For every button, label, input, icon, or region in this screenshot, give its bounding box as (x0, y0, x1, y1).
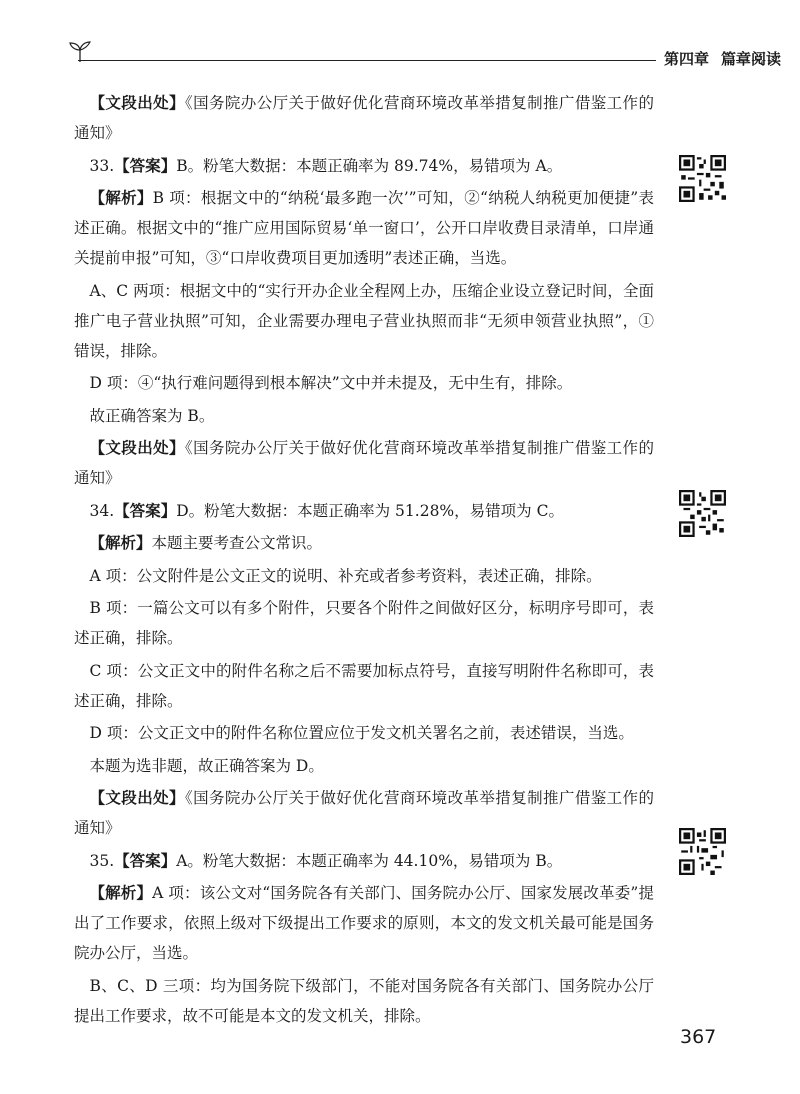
section-tag: 答案 (129, 156, 161, 175)
question-number: 35. (89, 851, 115, 870)
question-number: 34. (89, 501, 115, 520)
paragraph (74, 183, 654, 273)
paragraph (74, 528, 654, 558)
paragraph-text: B 项：根据文中的“纳税‘最多跑一次’”可知，②“纳税人纳税更加便捷”表述正确。根据文中的“推广应用国际贸易‘单一窗口’，公开口岸收费目录清单，口岸通关提前申报”可知，③“口岸收费项目更加透明”表述正确，当选。 (74, 189, 654, 267)
section-tag: 文段出处 (105, 439, 170, 457)
paragraph (74, 971, 654, 1031)
paragraph-text: D 项：④“执行难问题得到根本解决”文中并未提及，无中生有，排除。 (89, 374, 573, 392)
page-number: 367 (680, 1026, 717, 1048)
bracket-left: 【 (114, 501, 130, 520)
bracket-right: 】 (160, 156, 177, 175)
paragraph (74, 718, 654, 748)
paragraph (74, 496, 654, 526)
bracket-left: 【 (89, 884, 106, 902)
bracket-right: 】 (160, 851, 177, 870)
paragraph (74, 656, 654, 716)
paragraph-text: D 项：公文正文中的附件名称位置应位于发文机关署名之前，表述错误，当选。 (89, 724, 634, 742)
bracket-left: 【 (89, 94, 106, 112)
section-tag: 答案 (129, 851, 161, 870)
paragraph-text: 本题为选非题，故正确答案为 D。 (89, 756, 324, 775)
running-header (68, 40, 788, 70)
paragraph-text: A 项：公文附件是公文正文的说明、补充或者参考资料，表述正确，排除。 (89, 566, 602, 585)
bracket-left: 【 (89, 439, 106, 457)
bracket-left: 【 (89, 789, 106, 807)
paragraph-text: A。粉笔大数据：本题正确率为 44.10%，易错项为 B。 (176, 851, 563, 870)
paragraph-text: B 项：一篇公文可以有多个附件，只要各个附件之间做好区分，标明序号即可，表述正确，排除。 (74, 599, 654, 647)
page-body (74, 88, 654, 1033)
bracket-right: 】 (136, 884, 153, 902)
section-tag: 文段出处 (105, 94, 170, 112)
chapter-title (664, 48, 781, 69)
paragraph-text: B、C、D 三项：均为国务院下级部门，不能对国务院各有关部门、国务院办公厅提出工作要求，故不可能是本文的发文机关，排除。 (74, 976, 654, 1025)
bracket-left: 【 (89, 534, 106, 552)
paragraph-text: 《国务院办公厅关于做好优化营商环境改革举措复制推广借鉴工作的通知》 (74, 439, 654, 487)
bracket-left: 【 (114, 156, 130, 175)
chapter-label: 第四章 (664, 50, 710, 68)
bracket-right: 】 (169, 94, 185, 112)
paragraph-text: D。粉笔大数据：本题正确率为 51.28%，易错项为 C。 (176, 501, 564, 520)
paragraph (74, 401, 654, 431)
qr-code-33[interactable] (679, 155, 726, 202)
bracket-right: 】 (136, 534, 152, 552)
bracket-left: 【 (89, 189, 106, 207)
bracket-right: 】 (169, 789, 185, 807)
bracket-left: 【 (114, 851, 130, 870)
paragraph (74, 433, 654, 493)
section-label: 篇章阅读 (721, 50, 782, 68)
qr-code-34[interactable] (679, 490, 726, 537)
paragraph-text: 故正确答案为 B。 (89, 406, 215, 425)
paragraph (74, 151, 654, 181)
header-rule (78, 60, 656, 61)
section-tag: 解析 (105, 884, 137, 902)
paragraph (74, 276, 654, 366)
bracket-right: 】 (136, 189, 153, 207)
bracket-right: 】 (160, 501, 177, 520)
paragraph (74, 593, 654, 653)
bracket-right: 】 (169, 439, 185, 457)
paragraph-text: A、C 两项：根据文中的“实行开办企业全程网上办，压缩企业设立登记时间，全面推广电子营业执照”可知，企业需要办理电子营业执照而非“无须申领营业执照”，①错误，排除。 (74, 281, 654, 360)
question-number: 33. (89, 156, 115, 175)
paragraph-text: B。粉笔大数据：本题正确率为 89.74%，易错项为 A。 (176, 156, 563, 175)
section-tag: 文段出处 (105, 789, 170, 807)
section-tag: 答案 (129, 501, 161, 520)
paragraph-text: 《国务院办公厅关于做好优化营商环境改革举措复制推广借鉴工作的通知》 (74, 94, 654, 142)
section-tag: 解析 (105, 189, 137, 207)
qr-code-35[interactable] (679, 828, 726, 875)
paragraph-text: 《国务院办公厅关于做好优化营商环境改革举措复制推广借鉴工作的通知》 (74, 789, 654, 837)
paragraph (74, 783, 654, 843)
header-rule-right (736, 60, 776, 61)
paragraph (74, 878, 654, 968)
paragraph (74, 846, 654, 876)
sprout-icon (68, 40, 94, 66)
paragraph-text: 本题主要考查公文常识。 (151, 534, 323, 552)
paragraph-text: C 项：公文正文中的附件名称之后不需要加标点符号，直接写明附件名称即可，表述正确，排除。 (74, 661, 654, 710)
paragraph-text: A 项：该公文对“国务院各有关部门、国务院办公厅、国家发展改革委”提出了工作要求，依照上级对下级提出工作要求的原则，本文的发文机关最可能是国务院办公厅，当选。 (74, 884, 654, 962)
paragraph (74, 751, 654, 781)
paragraph (74, 368, 654, 398)
section-tag: 解析 (105, 534, 137, 552)
paragraph (74, 88, 654, 148)
paragraph (74, 561, 654, 591)
